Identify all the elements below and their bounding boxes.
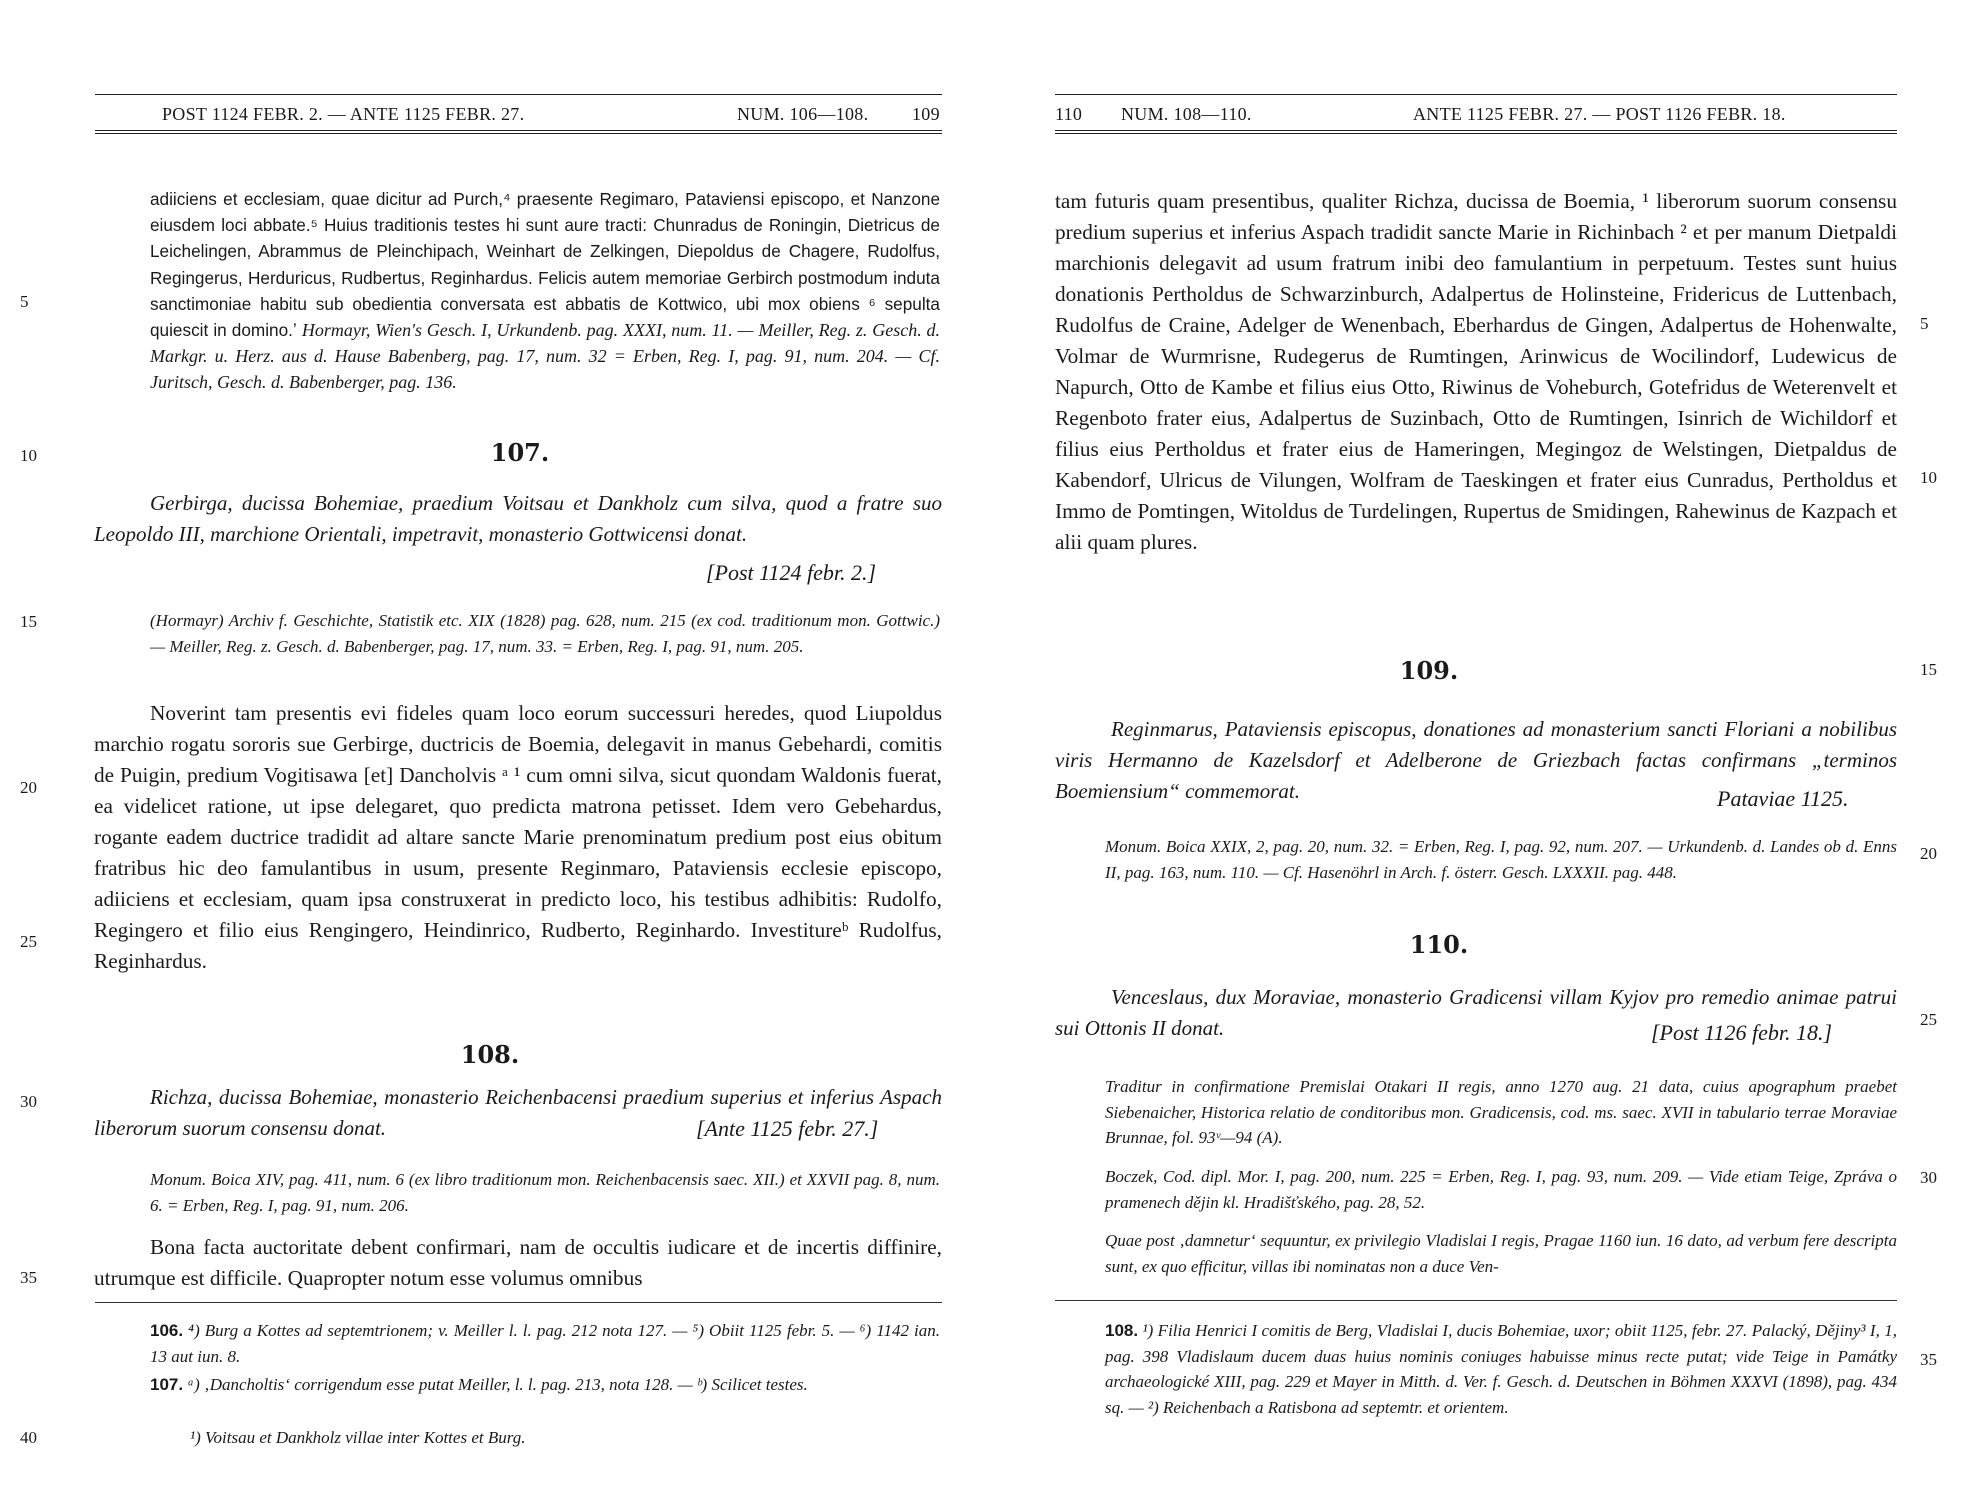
header-rule-bottom-2 <box>1055 133 1897 134</box>
charter-number-108: 108. <box>460 1040 520 1069</box>
charter-110-heading: Venceslaus, dux Moraviae, monasterio Gradicensi villam Kyjov pro remedio animae patrui sui Ottonis II donat. <box>1055 985 1897 1040</box>
charter-108-references: Monum. Boica XIV, pag. 411, num. 6 (ex libro traditionum mon. Reichenbacensis saec. XII.) et XXVII pag. 8, num. 6. = Erben, Reg. I, pag. 91, num. 206. <box>150 1170 940 1215</box>
line-number: 20 <box>1920 844 1937 863</box>
charter-108-heading: Richza, ducissa Bohemiae, monasterio Reichenbacensi praedium superius et inferius Aspach liberorum suorum consensu donat. <box>94 1085 942 1140</box>
header-rule-top <box>95 94 942 95</box>
footnote-108-text: ¹) Filia Henrici I comitis de Berg, Vladislai I, ducis Bohemiae, uxor; obiit 1125, febr. 27. Palacký, Dějiny³ I, 1, pag. 398 Vladislaum ducem duas huius nominis coniuges habuisse minus recte putat; vide Teige in Památky archaeologické XIII, pag. 229 et Mayer in Mitth. d. Ver. f. Gesch. d. Deutschen in Böhmen XXXVI (1898), pag. 434 sq. — ²) Reichenbach a Ratisbona ad septemtr. et orientem. <box>1105 1321 1898 1417</box>
footnote-106 <box>150 1318 940 1369</box>
charter-109-date: Pataviae 1125. <box>1717 786 1849 811</box>
header-rule-bottom-2 <box>95 133 942 134</box>
line-number: 10 <box>1920 468 1937 487</box>
charter-106-text: adiiciens et ecclesiam, quae dicitur ad Purch,⁴ praesente Regimaro, Pataviensi episcopo, et Nanzone eiusdem loci abbate.⁵ Huius traditionis testes hi sunt aure tracti: Chunradus de Roningin, Dietricus de Leichelingen, Abrammus de Pleinchipach, Weinhart de Zelkingen, Diepoldus de Chagere, Rudolfus, Regingerus, Herduricus, Rudbertus, Reginhardus. Felicis autem memoriae Gerbirch postmodum induta sanctimoniae habitu sub obedientia conversata est abbatis de Kottwico, ubi mox obiens ⁶ sepulta quiescit in domino.ʼ <box>150 189 940 341</box>
charter-107-heading: Gerbirga, ducissa Bohemiae, praedium Voitsau et Dankholz cum silva, quod a fratre suo Leopoldo III, marchione Orientali, impetravit, monasterio Gottwicensi donat. <box>94 491 942 546</box>
charter-107-text: Noverint tam presentis evi fideles quam loco eorum successuri heredes, quod Liupoldus marchio rogatu sororis sue Gerbirge, ductricis de Boemia, delegavit in manus Gebehardi, comitis de Puigin, predium Vogitisawa [et] Dancholvis ᵃ ¹ cum omni silva, sicut quondam Waldonis fuerat, ea videlicet ratione, ut ipse delegaret, quo predicta matrona petisset. Idem vero Gebehardus, rogante eadem ductrice tradidit ad altare sancte Marie prenominatum predium post eius obitum fratribus hic deo famulantibus in usum, presente Reginmaro, Pataviensis ecclesie episcopo, adiiciens et ecclesiam, quam ipsa construxerat in predicto loco, his testibus adhibitis: Rudolfo, Regingero et filio eius Rengingero, Heindinrico, Rudberto, Reginhardo. Investitureᵇ Rudolfus, Reginhardus. <box>94 701 942 973</box>
charter-number-109: 109. <box>1399 656 1459 685</box>
line-number: 5 <box>20 292 29 311</box>
charter-108-date: [Ante 1125 febr. 27.] <box>696 1116 879 1141</box>
footnote-107-text-a: ᵃ) ‚Dancholtis‘ corrigendum esse putat Meiller, l. l. pag. 213, nota 128. — ᵇ) Scilicet testes. <box>187 1375 808 1394</box>
charter-110-references-a: Traditur in confirmatione Premislai Otakari II regis, anno 1270 aug. 21 data, cuius apographum praebet Siebenaicher, Historica relatio de conditoribus mon. Gradicensis, cod. ms. saec. XVII in tabulario terrae Moraviae Brunnae, fol. 93ᵛ—94 (A). <box>1105 1077 1897 1147</box>
running-header-dates: ANTE 1125 FEBR. 27. — POST 1126 FEBR. 18. <box>1413 104 1786 124</box>
running-header-dates: POST 1124 FEBR. 2. — ANTE 1125 FEBR. 27. <box>162 104 525 124</box>
charter-110-references-c: Quae post ‚damnetur‘ sequuntur, ex privilegio Vladislai I regis, Pragae 1160 iun. 16 dato, ad verbum fere descripta sunt, ex quo efficitur, villas ibi nominatas non a duce Ven- <box>1105 1231 1897 1276</box>
footnote-separator <box>1055 1300 1897 1301</box>
charter-108-text-continued: tam futuris quam presentibus, qualiter Richza, ducissa de Boemia, ¹ liberorum suorum consensu predium superius et inferius Aspach tradidit sancte Marie in Richinbach ² et per manum Dietpaldi marchionis delegavit ad usum fratrum inibi deo famulantium in perpetuum. Testes sunt huius donationis Pertholdus de Schwarzinburch, Adalpertus de Holinsteine, Fridericus de Luttenbach, Rudolfus de Craine, Adelger de Wenenbach, Eberhardus de Gingen, Adalpertus de Hohenwalte, Volmar de Wurmrisne, Rudegerus de Rumtingen, Arinwicus de Wocilindorf, Ludewicus de Napurch, Otto de Kambe et filius eius Otto, Riwinus de Voheburch, Gotefridus de Weterenvelt et Regenboto frater eius, Adalpertus de Suzinbach, Otto de Rumtingen, Isinrich de Wichildorf et filius eius Pertholdus et frater eius de Hameringen, Megingoz de Welstingen, Dietpaldus de Kabendorf, Ulricus de Vilungen, Wolfram de Taeskingen et frater eius Cunradus, Pertholdus et Immo de Pomtingen, Witoldus de Turdelingen, Rupertus de Smidingen, Rahewinus de Kazpach et alii quam plures. <box>1055 189 1897 554</box>
line-number: 35 <box>20 1268 37 1287</box>
charter-107-references: (Hormayr) Archiv f. Geschichte, Statistik etc. XIX (1828) pag. 628, num. 215 (ex cod. traditionum mon. Gottwic.) — Meiller, Reg. z. Gesch. d. Babenberger, pag. 17, num. 33. = Erben, Reg. I, pag. 91, num. 205. <box>150 611 940 656</box>
line-number: 20 <box>20 778 37 797</box>
footnote-106-text: ⁴) Burg a Kottes ad septemtrionem; v. Meiller l. l. pag. 212 nota 127. — ⁵) Obiit 1125 febr. 5. — ⁶) 1142 ian. 13 aut iun. 8. <box>150 1321 941 1366</box>
footnote-separator <box>95 1302 942 1303</box>
page-number: 110 <box>1055 104 1083 124</box>
running-header-number: NUM. 108—110. <box>1121 104 1252 124</box>
footnote-108-number: 108. <box>1105 1321 1139 1340</box>
charter-number-107: 107. <box>490 438 550 467</box>
footnote-106-number: 106. <box>150 1321 184 1340</box>
charter-106-tail <box>150 186 940 396</box>
line-number: 25 <box>20 932 37 951</box>
footnote-107 <box>150 1372 940 1398</box>
header-rule-bottom <box>95 130 942 131</box>
charter-109-references: Monum. Boica XXIX, 2, pag. 20, num. 32. = Erben, Reg. I, pag. 92, num. 207. — Urkundenb. d. Landes ob d. Enns II, pag. 163, num. 110. — Cf. Hasenöhrl in Arch. f. österr. Gesch. LXXXII. pag. 448. <box>1105 837 1897 882</box>
charter-number-110: 110. <box>1409 930 1469 959</box>
charter-107-date: [Post 1124 febr. 2.] <box>706 560 877 585</box>
line-number: 30 <box>20 1092 37 1111</box>
header-rule-top <box>1055 94 1897 95</box>
line-number: 15 <box>20 612 37 631</box>
line-number: 10 <box>20 446 37 465</box>
charter-106-references: Hormayr, Wien's Gesch. I, Urkundenb. pag. XXXI, num. 11. — Meiller, Reg. z. Gesch. d. Markgr. u. Herz. aus d. Hause Babenberg, pag. 17, num. 32 = Erben, Reg. I, pag. 91, num. 204. — Cf. Juritsch, Gesch. d. Babenberger, pag. 136. <box>150 320 940 393</box>
header-rule-bottom <box>1055 130 1897 131</box>
line-number: 5 <box>1920 314 1929 333</box>
charter-109-heading: Reginmarus, Pataviensis episcopus, donationes ad monasterium sancti Floriani a nobilibus viris Hermanno de Kazelsdorf et Adelberone de Griezbach factas confirmans „terminos Boemiensium“ commemorat. <box>1055 717 1897 803</box>
line-number: 30 <box>1920 1168 1937 1187</box>
line-number: 25 <box>1920 1010 1937 1029</box>
page-number: 109 <box>912 104 940 124</box>
footnote-108 <box>1105 1318 1897 1420</box>
charter-110-date: [Post 1126 febr. 18.] <box>1651 1020 1833 1045</box>
charter-108-text-start: Bona facta auctoritate debent confirmari, nam de occultis iudicare et de incertis diffinire, utrumque est difficile. Quapropter notum esse volumus omnibus <box>94 1235 942 1290</box>
charter-110-references-b: Boczek, Cod. dipl. Mor. I, pag. 200, num. 225 = Erben, Reg. I, pag. 93, num. 209. — Vide etiam Teige, Zpráva o pramenech dějin kl. Hradišťského, pag. 28, 52. <box>1105 1167 1897 1212</box>
right-page <box>989 0 1978 1500</box>
line-number: 40 <box>20 1428 37 1447</box>
footnote-107-number: 107. <box>150 1375 184 1394</box>
running-header-number: NUM. 106—108. <box>737 104 869 124</box>
line-number: 15 <box>1920 660 1937 679</box>
footnote-107-b: ¹) Voitsau et Dankholz villae inter Kottes et Burg. <box>190 1428 526 1447</box>
line-number: 35 <box>1920 1350 1937 1369</box>
